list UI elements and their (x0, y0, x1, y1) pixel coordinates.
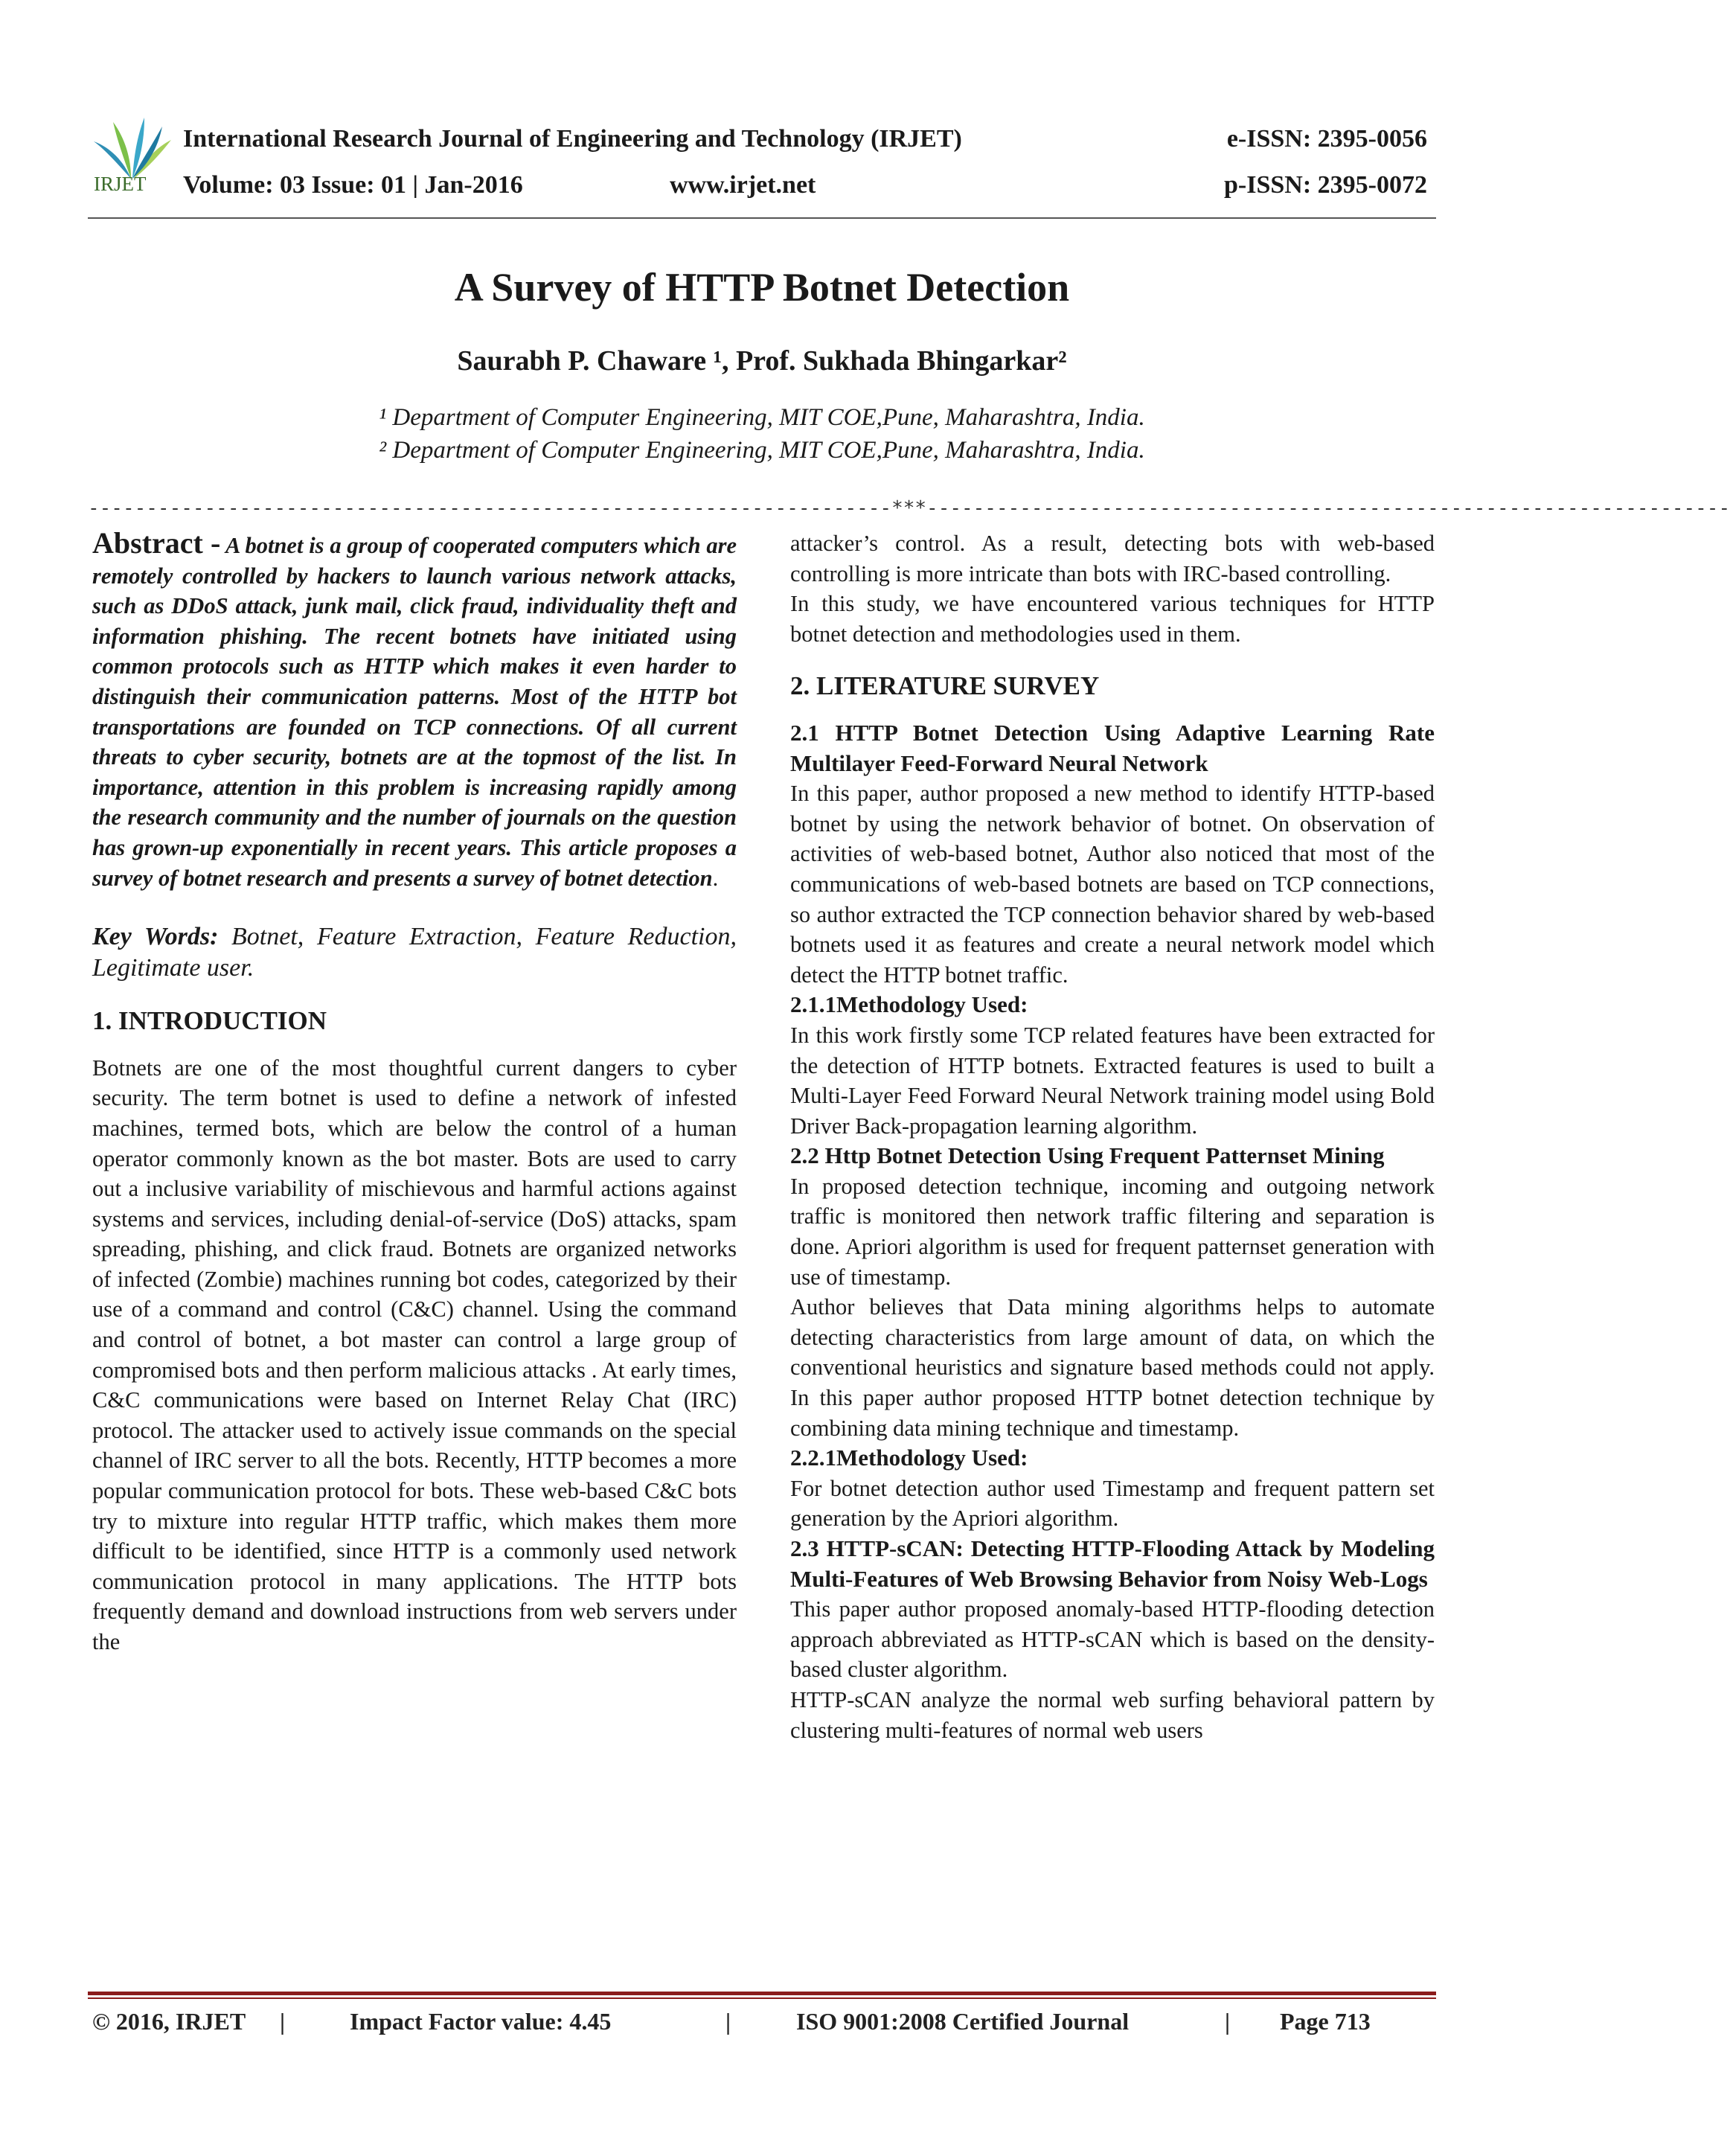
section-2-3-heading: 2.3 HTTP-sCAN: Detecting HTTP-Flooding Attack by Modeling Multi-Features of Web Browsing Behavior from Noisy Web-Logs (790, 1535, 1435, 1592)
keywords (92, 921, 737, 984)
logo-text: IRJET (94, 173, 147, 195)
section-2-1-1-body: In this work firstly some TCP related features have been extracted for the detection of HTTP botnets. Extracted features is used to built a Multi-Layer Feed Forward Neural Network training model using Bold Driver Back-propagation learning algorithm. (790, 1022, 1435, 1139)
literature-survey-heading: 2. LITERATURE SURVEY (790, 671, 1100, 701)
footer-divider-thin (88, 1997, 1436, 1999)
header-divider (88, 217, 1436, 219)
introduction-body: Botnets are one of the most thoughtful current dangers to cyber security. The term botnet is used to define a network of infested machines, termed bots, which are below the control of a human operator commonly known as the bot master. Bots are used to carry out a inclusive variability of mischievous and harmful actions against systems and services, including denial-of-service (DoS) attacks, spam spreading, phishing, and click fraud. Botnets are organized networks of infected (Zombie) machines running bot codes, categorized by their use of a command and control (C&C) channel. Using the command and control of botnet, a bot master can control a large group of compromised bots and then perform malicious attacks . At early times, C&C communications were based on Internet Relay Chat (IRC) protocol. The attacker used to actively issue commands on the special channel of IRC server to all the bots. Recently, HTTP becomes a more popular communication protocol for bots. These web-based C&C bots try to mixture into regular HTTP traffic, which makes them more difficult to be identified, since HTTP is a commonly used network communication protocol in many applications. The HTTP bots frequently demand and download instructions from web servers under the (92, 1055, 737, 1654)
keywords-list: Botnet, Feature Extraction, Feature Reduction, Legitimate user. (92, 923, 737, 982)
footer-separator: | (725, 2008, 731, 2035)
section-2-2-body-2: Author believes that Data mining algorithms helps to automate detecting characteristics from large amount of data, on which the conventional heuristics and signature based methods could not apply. In this paper author proposed HTTP botnet detection technique by combining data mining technique and timestamp. (790, 1294, 1435, 1441)
section-2-2-body-1: In proposed detection technique, incoming and outgoing network traffic is monitored then network traffic filtering and separation is done. Apriori algorithm is used for frequent patternset generation with use of timestamp. (790, 1173, 1435, 1290)
page-header (0, 0, 1524, 223)
abstract (92, 528, 737, 893)
footer-separator: | (1225, 2008, 1231, 2035)
left-column (92, 528, 737, 1657)
section-2-2-heading: 2.2 Http Botnet Detection Using Frequent Patternset Mining (790, 1142, 1385, 1169)
abstract-heading: Abstract - (92, 526, 221, 560)
affiliation-1: ¹ Department of Computer Engineering, MIT COE,Pune, Maharashtra, India. (379, 404, 1145, 431)
section-2-2-1-body: For botnet detection author used Timestamp and frequent pattern set generation by the Apriori algorithm. (790, 1475, 1435, 1532)
keywords-heading: Key Words: (92, 923, 219, 951)
footer-copyright: © 2016, IRJET (92, 2008, 246, 2035)
footer-separator: | (280, 2008, 286, 2035)
section-2-1-heading: 2.1 HTTP Botnet Detection Using Adaptive Learning Rate Multilayer Feed-Forward Neural Network (790, 719, 1435, 776)
abstract-body: A botnet is a group of cooperated computers which are remotely controlled by hackers to launch various network attacks, such as DDoS attack, junk mail, click fraud, individuality theft and information phishing. The recent botnets have initiated using common protocols such as HTTP which makes it even harder to distinguish their communication patterns. Most of the HTTP bot transportations are founded on TCP connections. Of all current threats to cyber security, botnets are at the topmost of the list. In importance, attention in this problem is increasing rapidly among the research community and the number of journals on the question has grown-up exponentially in recent years. This article proposes a survey of botnet research and presents a survey of botnet detection (92, 533, 737, 891)
footer-iso: ISO 9001:2008 Certified Journal (796, 2008, 1130, 2035)
paragraph-study: In this study, we have encountered various techniques for HTTP botnet detection and methodologies used in them. (790, 591, 1435, 647)
abstract-end: . (712, 865, 719, 891)
introduction-heading: 1. INTRODUCTION (92, 1006, 327, 1036)
footer-impact-factor: Impact Factor value: 4.45 (350, 2008, 612, 2035)
section-2-1-body: In this paper, author proposed a new method to identify HTTP-based botnet by using the network behavior of botnet. On observation of activities of web-based botnet, Author also noticed that most of the communications of web-based botnets are based on TCP connections, so author extracted the TCP connection behavior shared by web-based botnets used it as features and create a neural network model which detect the HTTP botnet traffic. (790, 781, 1435, 988)
volume-issue: Volume: 03 Issue: 01 | Jan-2016 (183, 171, 523, 199)
footer-divider (88, 1992, 1436, 1995)
paragraph-continuation: attacker’s control. As a result, detecting bots with web-based controlling is more intricate than bots with IRC-based controlling. (790, 531, 1435, 586)
journal-website-link[interactable]: www.irjet.net (670, 171, 816, 199)
section-2-1-1-heading: 2.1.1Methodology Used: (790, 991, 1028, 1018)
affiliation-2: ² Department of Computer Engineering, MIT COE,Pune, Maharashtra, India. (379, 437, 1145, 464)
section-2-3-body-1: This paper author proposed anomaly-based HTTP-flooding detection approach abbreviated as HTTP-sCAN which is based on the density-based cluster algorithm. (790, 1596, 1435, 1683)
pissn: p-ISSN: 2395-0072 (1224, 171, 1427, 199)
footer-page-number: Page 713 (1280, 2008, 1371, 2035)
paper-authors: Saurabh P. Chaware ¹, Prof. Sukhada Bhingarkar² (457, 345, 1067, 377)
section-separator: ---------------------------------------------------------------------***--------------------------------------------------------------------- (88, 497, 1730, 519)
journal-name: International Research Journal of Engineering and Technology (IRJET) (183, 125, 962, 153)
eissn: e-ISSN: 2395-0056 (1226, 125, 1427, 153)
section-2-3-body-2: HTTP-sCAN analyze the normal web surfing behavioral pattern by clustering multi-features of normal web users (790, 1686, 1435, 1743)
paper-title: A Survey of HTTP Botnet Detection (454, 265, 1070, 310)
section-2-2-1-heading: 2.2.1Methodology Used: (790, 1445, 1028, 1471)
right-column (790, 528, 1435, 1745)
